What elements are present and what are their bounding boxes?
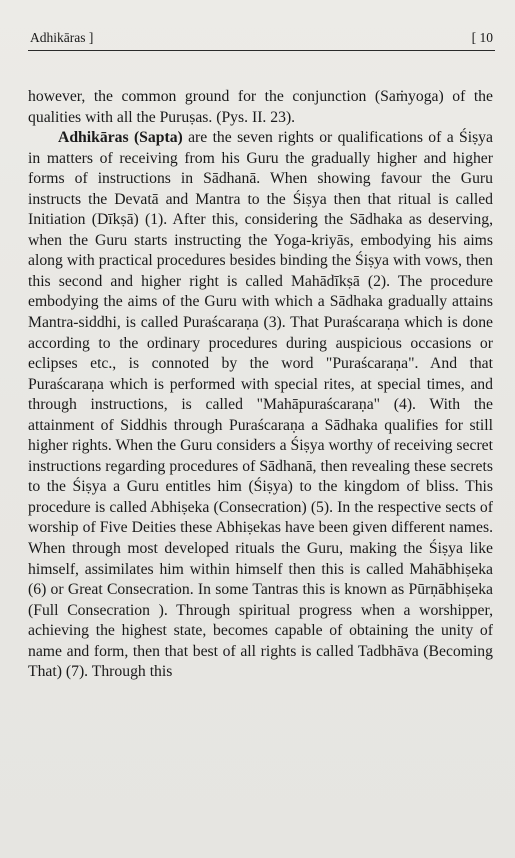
- running-head-title: Adhikāras ]: [30, 30, 94, 45]
- running-head: [30, 28, 493, 48]
- paragraph-adhikaras: [28, 128, 493, 683]
- body-text: [28, 87, 493, 683]
- paragraph-continuation: however, the common ground for the conjunction (Saṁyoga) of the qualities with all the Puruṣas. (Pys. II. 23).: [28, 88, 493, 126]
- entry-term: Adhikāras (Sapta): [58, 129, 183, 147]
- entry-definition: are the seven rights or qualifications of a Śiṣya in matters of receiving from his Guru the gradually higher and higher forms of instructions in Sādhanā. When showing favour the Guru instructs the Devatā and Mantra to the Śiṣya then that ritual is called Initiation (Dīkṣā) (1). After this, considering the Sādhaka as deserving, when the Guru starts instructing the Yoga-kriyās, embodying his aims along with practical procedures besides binding the Śiṣya with vows, then this second and higher right is called Mahādīkṣā (2). The procedure embodying the aims of the Guru with which a Sādhaka gradually attains Mantra-siddhi, is called Puraścaraṇa (3). That Puraścaraṇa which is done according to the ordinary procedures during auspicious occasions or eclipses etc., is connoted by the word "Puraścaraṇa". And that Puraścaraṇa which is performed with special rites, at special times, and through instructions, is called "Mahāpuraścaraṇa" (4). With the attainment of Siddhis through Puraścaraṇa a Sādhaka qualifies for still higher rights. When the Guru considers a Śiṣya worthy of receiving secret instructions regarding procedures of Sādhanā, then revealing these secrets to the Śiṣya a Guru entitles him (Śiṣya) to the kingdom of bliss. This procedure is called Abhiṣeka (Consecration) (5). In the respective sects of worship of Five Deities these Abhiṣekas have been given different names. When through most developed rituals the Guru, making the Śiṣya like himself, assimilates him within himself then this is called Mahābhiṣeka (6) or Great Consecration. In some Tantras this is known as Pūrṇābhiṣeka (Full Consecration ). Through spiritual progress when a worshipper, achieving the highest state, becomes capable of obtaining the unity of name and form, then that best of all rights is called Tadbhāva (Becoming That) (7). Through this: [28, 129, 493, 681]
- header-rule: [28, 50, 495, 51]
- page-number: [ 10: [471, 30, 493, 45]
